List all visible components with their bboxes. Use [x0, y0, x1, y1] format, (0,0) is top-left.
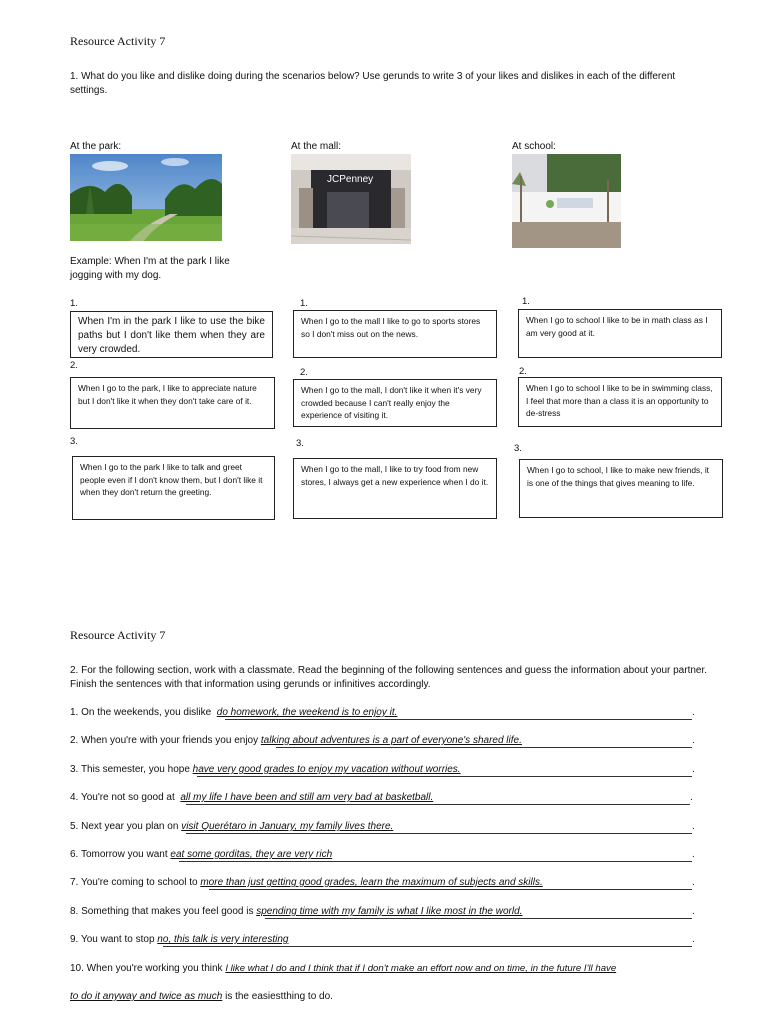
sentence-answer: spending time with my family is what I like most in the world. — [256, 906, 523, 917]
sentence-2 — [70, 735, 522, 746]
mall-sign-text: JCPenney — [327, 174, 374, 185]
col1-num-3: 3. — [70, 436, 78, 447]
instruction-2: 2. For the following section, work with a classmate. Read the beginning of the following sentences and guess the information about your partner. Finish the sentences with that information using gerunds or infinitives accordingly. — [70, 665, 708, 690]
setting-mall-label: At the mall: — [291, 141, 342, 152]
sentence-prompt: 4. You're not so good at — [70, 792, 175, 803]
sentence-answer: have very good grades to enjoy my vacation without worries. — [192, 764, 461, 775]
line-end-dot: . — [692, 707, 695, 718]
park-answer-2: When I go to the park, I like to appreciate nature but I don't like it when they don't take care of it. — [70, 377, 275, 429]
sentence-prompt: 2. When you're with your friends you enjoy — [70, 735, 259, 746]
page-title-2: Resource Activity 7 — [70, 628, 166, 642]
mall-answer-2: When I go to the mall, I don't like it when it's very crowded because I can't really enjoy the experience of visiting it. — [293, 379, 497, 427]
line-end-dot: . — [690, 792, 693, 803]
instruction-1: 1. What do you like and dislike doing during the scenarios below? Use gerunds to write 3 of your likes and dislikes in each of the different settings. — [70, 71, 676, 96]
line-end-dot: . — [692, 906, 695, 917]
answer-underline — [197, 776, 692, 777]
line-end-dot: . — [692, 877, 695, 888]
col3-num-1: 1. — [522, 296, 530, 307]
park-photo — [70, 154, 222, 241]
sentence-answer: do homework, the weekend is to enjoy it. — [216, 707, 398, 718]
mall-photo — [291, 154, 411, 244]
sentence-3 — [70, 764, 461, 775]
sentence-answer: eat some gorditas, they are very rich — [170, 849, 333, 860]
sentence-answer: talking about adventures is a part of everyone's shared life. — [260, 735, 522, 746]
sentence-answer-continued: to do it anyway and twice as much — [70, 991, 223, 1002]
sentence-1 — [70, 707, 397, 718]
park-answer-3: When I go to the park I like to talk and greet people even if I don't know them, but I don't like it when they don't return the greeting. — [72, 456, 275, 520]
answer-underline — [163, 946, 692, 947]
sentence-10 — [70, 963, 616, 974]
col1-num-2: 2. — [70, 360, 78, 371]
answer-underline — [209, 889, 692, 890]
sentence-answer: visit Querétaro in January, my family lives there. — [181, 821, 394, 832]
col2-num-1: 1. — [300, 298, 308, 309]
sentence-5 — [70, 821, 393, 832]
col2-num-3: 3. — [296, 438, 304, 449]
sentence-prompt: 5. Next year you plan on — [70, 821, 179, 832]
school-answer-1: When I go to school I like to be in math class as I am very good at it. — [518, 309, 722, 358]
line-end-dot: . — [692, 821, 695, 832]
park-answer-1: When I'm in the park I like to use the bike paths but I don't like them when they are very crowded. — [70, 311, 273, 358]
sentence-10-continued — [70, 991, 333, 1002]
answer-underline — [186, 804, 690, 805]
sentence-6 — [70, 849, 332, 860]
line-end-dot: . — [692, 934, 695, 945]
col1-num-1: 1. — [70, 298, 78, 309]
setting-park-label: At the park: — [70, 141, 122, 152]
sentence-answer: all my life I have been and still am very bad at basketball. — [180, 792, 434, 803]
setting-school-label: At school: — [512, 141, 556, 152]
mall-answer-1: When I go to the mall I like to go to sports stores so I don't miss out on the news. — [293, 310, 497, 358]
sentence-prompt: 7. You're coming to school to — [70, 877, 198, 888]
answer-underline — [225, 719, 692, 720]
line-end-dot: . — [692, 849, 695, 860]
sentence-prompt: 9. You want to stop — [70, 934, 155, 945]
sentence-9 — [70, 934, 288, 945]
school-answer-3: When I go to school, I like to make new friends, it is one of the things that gives meaning to life. — [519, 459, 723, 518]
page-title: Resource Activity 7 — [70, 34, 166, 48]
mall-answer-3: When I go to the mall, I like to try food from new stores, I always get a new experience when I do it. — [293, 458, 497, 519]
line-end-dot: . — [692, 764, 695, 775]
school-answer-2: When I go to school I like to be in swimming class, I feel that more than a class it is an opportunity to de-stress — [518, 377, 722, 427]
line-end-dot: . — [692, 735, 695, 746]
sentence-7 — [70, 877, 543, 888]
sentence-tail: is the easiestthing to do. — [225, 991, 333, 1002]
school-photo — [512, 154, 621, 248]
sentence-prompt: 1. On the weekends, you dislike — [70, 707, 212, 718]
sentence-answer: more than just getting good grades, learn the maximum of subjects and skills. — [200, 877, 543, 888]
sentence-prompt: 6. Tomorrow you want — [70, 849, 168, 860]
col3-num-3: 3. — [514, 443, 522, 454]
answer-underline — [186, 833, 692, 834]
sentence-answer: no, this talk is very interesting — [157, 934, 289, 945]
col3-num-2: 2. — [519, 366, 527, 377]
answer-underline — [179, 861, 692, 862]
sentence-prompt: 3. This semester, you hope — [70, 764, 190, 775]
sentence-answer: I like what I do and I think that if I don't make an effort now and on time, in the future I'll have — [225, 963, 617, 974]
sentence-8 — [70, 906, 522, 917]
answer-underline — [265, 918, 692, 919]
answer-underline — [276, 747, 692, 748]
col2-num-2: 2. — [300, 367, 308, 378]
example-text: Example: When I'm at the park I like jogging with my dog. — [70, 256, 230, 281]
sentence-prompt: 10. When you're working you think — [70, 963, 223, 974]
sentence-prompt: 8. Something that makes you feel good is — [70, 906, 254, 917]
sentence-4 — [70, 792, 433, 803]
